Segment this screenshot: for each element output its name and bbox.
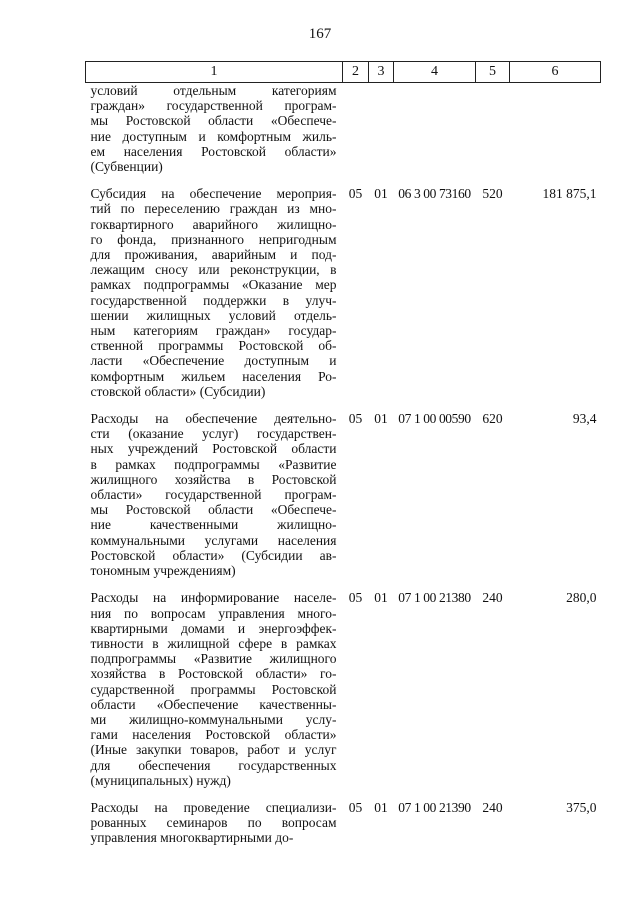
column-header: 5: [476, 62, 510, 83]
row-description: [86, 399, 343, 578]
description-line: ем населения Ростовской области»: [90, 143, 337, 159]
description-line: ным категориям граждан» государ-: [90, 323, 337, 339]
target-article-code: 06 3 00 73160: [398, 186, 471, 202]
row-description: [86, 83, 343, 175]
description-line: квартирными домами и энергоэффек-: [90, 620, 337, 636]
description-line: тономным учреждениям): [90, 563, 236, 579]
description-line: ных учреждений Ростовской области: [90, 441, 337, 457]
description-line: Субсидия на обеспечение мероприя-: [90, 186, 337, 202]
column-header: 6: [510, 62, 601, 83]
section-code: [343, 83, 369, 175]
column-header: 2: [343, 62, 369, 83]
description-line: ние качественными жилищно-: [90, 517, 337, 533]
amount: [510, 83, 601, 175]
table-row: [86, 83, 601, 175]
description-line: коммунальными услугами населения: [90, 532, 337, 548]
subsection-code: 01: [374, 186, 388, 202]
expense-type-code: 240: [482, 590, 503, 606]
expense-type-code: [476, 83, 510, 175]
budget-table: [85, 61, 601, 846]
description-line: шении жилищных условий отдель-: [90, 307, 337, 323]
description-line: граждан» государственной програм-: [90, 98, 337, 114]
description-line: государственной поддержки в улуч-: [90, 292, 337, 308]
target-article-code: 07 1 00 21380: [398, 590, 471, 606]
section-code: 05: [348, 411, 363, 427]
description-line: комфортным жильем населения Ро-: [90, 368, 337, 384]
subsection-code: 01: [374, 411, 388, 427]
page-number: 167: [308, 26, 332, 42]
description-line: (Иные закупки товаров, работ и услуг: [90, 742, 337, 758]
description-line: управления многоквартирными до-: [90, 830, 294, 846]
description-line: гоквартирного аварийного жилищно-: [90, 216, 337, 232]
table-row: [86, 578, 601, 788]
amount: 280,0: [566, 590, 597, 606]
amount: 93,4: [572, 411, 597, 427]
column-header: 3: [369, 62, 394, 83]
description-line: ми жилищно-коммунальными услу-: [90, 711, 337, 727]
table-row: [86, 174, 601, 399]
description-line: (муниципальных) нужд): [90, 772, 231, 788]
table-header-row: [86, 62, 601, 83]
description-line: хозяйства в Ростовской области» го-: [90, 666, 337, 682]
description-line: ние доступным и комфортным жиль-: [90, 128, 337, 144]
expense-type-code: 240: [482, 799, 503, 815]
subsection-code: 01: [374, 799, 388, 815]
description-line: сти (оказание услуг) государствен-: [90, 426, 337, 442]
row-description: [86, 788, 343, 846]
description-line: жилищного хозяйства в Ростовской: [90, 471, 337, 487]
description-line: тий по переселению граждан из мно-: [90, 201, 337, 217]
description-line: для проживания, аварийным и под-: [90, 247, 337, 263]
description-line: Расходы на информирование населе-: [90, 590, 337, 606]
subsection-code: 01: [374, 590, 388, 606]
description-line: области» государственной програм-: [90, 487, 337, 503]
description-line: мы Ростовской области «Обеспече-: [90, 113, 337, 129]
row-description: [86, 578, 343, 788]
section-code: 05: [348, 799, 363, 815]
description-line: для обеспечения государственных: [90, 757, 337, 773]
description-line: условий отдельным категориям: [90, 83, 337, 98]
description-line: в рамках подпрограммы «Развитие: [90, 456, 337, 472]
description-line: мы Ростовской области «Обеспече-: [90, 502, 337, 518]
target-article-code: [394, 83, 476, 175]
description-line: рамках подпрограммы «Оказание мер: [90, 277, 337, 293]
description-line: рованных семинаров по вопросам: [90, 815, 337, 831]
description-line: (Субвенции): [90, 159, 163, 175]
description-line: ственной программы Ростовской об-: [90, 338, 337, 354]
description-line: ласти «Обеспечение доступным и: [90, 353, 337, 369]
description-line: Ростовской области» (Субсидии ав-: [90, 547, 337, 563]
column-header: 4: [394, 62, 476, 83]
description-line: сударственной программы Ростовской: [90, 681, 337, 697]
column-header: 1: [86, 62, 343, 83]
description-line: лежащим сносу или реконструкции, в: [90, 262, 337, 278]
description-line: гами населения Ростовской области»: [90, 727, 337, 743]
description-line: Расходы на проведение специализи-: [90, 799, 337, 815]
target-article-code: 07 1 00 00590: [398, 411, 471, 427]
section-code: 05: [348, 186, 363, 202]
expense-type-code: 520: [482, 186, 503, 202]
description-line: стовской области» (Субсидии): [90, 383, 266, 399]
amount: 181 875,1: [542, 186, 597, 202]
description-line: тивности в жилищной сфере в рамках: [90, 635, 337, 651]
description-line: ния по вопросам управления много-: [90, 605, 337, 621]
description-line: Расходы на обеспечение деятельно-: [90, 411, 337, 427]
description-line: го фонда, признанного непригодным: [90, 231, 337, 247]
row-description: [86, 174, 343, 399]
amount: 375,0: [566, 799, 597, 815]
description-line: подпрограммы «Развитие жилищного: [90, 651, 337, 667]
table-row: [86, 788, 601, 846]
subsection-code: [369, 83, 394, 175]
target-article-code: 07 1 00 21390: [398, 799, 471, 815]
expense-type-code: 620: [482, 411, 503, 427]
table-row: [86, 399, 601, 578]
section-code: 05: [348, 590, 363, 606]
description-line: области «Обеспечение качественны-: [90, 696, 337, 712]
